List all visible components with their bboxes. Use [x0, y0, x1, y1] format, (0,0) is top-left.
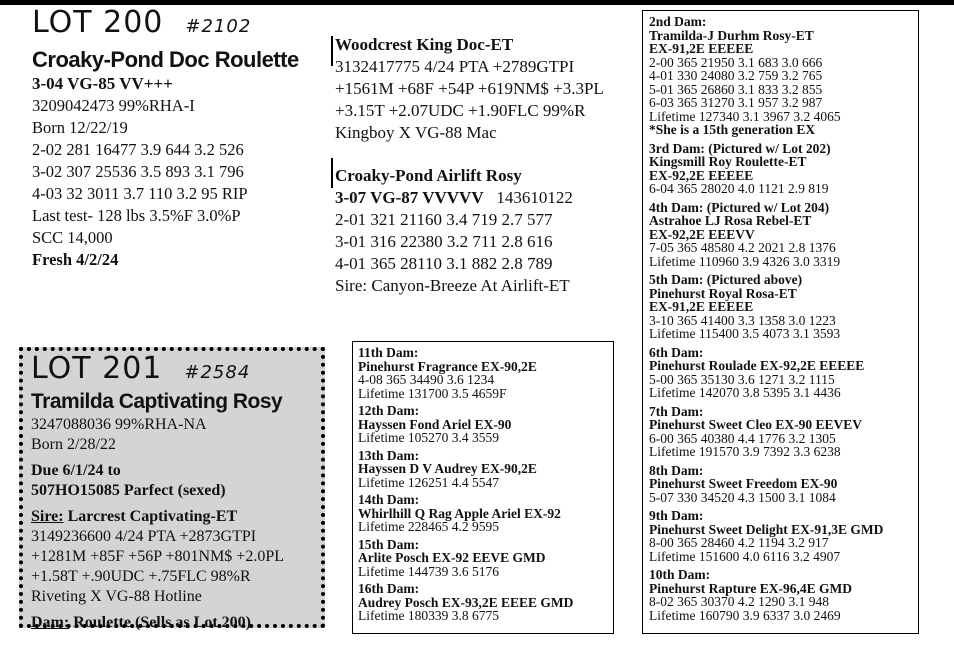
dam-name: Hayssen D V Audrey EX-90,2E	[358, 461, 537, 476]
dam-generation: 8th Dam:	[649, 462, 704, 478]
dam-record: Lifetime 127340 3.1 3967 3.2 4065	[649, 108, 841, 124]
dam-generation: 10th Dam:	[649, 567, 711, 582]
dam-record: 5-07 330 34520 4.3 1500 3.1 1084	[649, 489, 836, 505]
dam-entry	[649, 15, 918, 137]
dam-record: Lifetime 191570 3.9 7392 3.3 6238	[649, 444, 841, 459]
lot201-dam-label: Dam:	[31, 614, 70, 631]
dam-name: Pinehurst Sweet Cleo EX-90 EEVEV	[649, 417, 862, 432]
dam-classification: EX-91,2E EEEEE	[649, 299, 754, 314]
dam-entry	[358, 404, 613, 445]
lot200-dam-record: 3-01 316 22380 3.2 711 2.8 616	[335, 232, 553, 251]
dam-generation: 11th Dam:	[358, 345, 419, 360]
dam-record: 6-03 365 31270 3.1 957 3.2 987	[649, 95, 823, 110]
lot200-dam-record: 4-01 365 28110 3.1 882 2.8 789	[335, 254, 553, 273]
lot201-due-bull: 507HO15085 Parfect (sexed)	[31, 482, 226, 499]
dam-generation: 2nd Dam:	[649, 14, 707, 29]
lot201-due: Due 6/1/24 to	[31, 462, 121, 479]
dam-entry	[649, 405, 918, 459]
lot201-registration: 3247088036 99%RHA-NA	[31, 416, 207, 433]
lot201-born: Born 2/28/22	[31, 436, 116, 453]
dam-classification: EX-92,2E EEEEE	[649, 167, 754, 183]
lot200-sire-line: Kingboy X VG-88 Mac	[335, 123, 497, 142]
lot200-dam-block	[335, 165, 573, 297]
dam-divider	[331, 158, 333, 188]
dam-name: Astrahoe LJ Rosa Rebel-ET	[649, 213, 812, 228]
dam-name: Pinehurst Sweet Freedom EX-90	[649, 476, 838, 491]
lot200-dam-classification-row	[335, 187, 573, 209]
lot200-dam-sire: Sire: Canyon-Breeze At Airlift-ET	[335, 276, 570, 295]
dam-record: Lifetime 180339 3.8 6775	[358, 608, 499, 623]
dam-name: Pinehurst Roulade EX-92,2E EEEEE	[649, 358, 865, 373]
dam-generation: 16th Dam:	[358, 581, 420, 596]
dam-entry	[358, 346, 613, 400]
dam-record: 5-00 365 35130 3.6 1271 3.2 1115	[649, 371, 835, 387]
lot200-record: 2-02 281 16477 3.9 644 3.2 526	[32, 140, 244, 159]
dam-record: 5-01 365 26860 3.1 833 3.2 855	[649, 81, 823, 97]
lot200-section	[32, 7, 299, 271]
dam-name: Pinehurst Sweet Delight EX-91,3E GMD	[649, 521, 884, 537]
dam-generation: 4th Dam: (Pictured w/ Lot 204)	[649, 199, 830, 215]
dam-generation: 3rd Dam: (Pictured w/ Lot 202)	[649, 140, 831, 156]
dam-record: 2-00 365 21950 3.1 683 3.0 666	[649, 54, 823, 70]
dam-generation: 6th Dam:	[649, 344, 704, 360]
dam-record: 4-01 330 24080 3.2 759 3.2 765	[649, 68, 823, 83]
lot200-sire-line: +1561M +68F +54P +619NM$ +3.3PL	[335, 79, 604, 98]
dam-name: Tramilda-J Durhm Rosy-ET	[649, 27, 814, 43]
dam-generation: 14th Dam:	[358, 492, 420, 507]
dam-name: Audrey Posch EX-93,2E EEEE GMD	[358, 594, 574, 610]
dam-record: 7-05 365 48580 4.2 2021 2.8 1376	[649, 240, 836, 255]
lot200-record: 3-02 307 25536 3.5 893 3.1 796	[32, 162, 244, 181]
middle-dams-box	[352, 341, 614, 634]
lot201-sire-label: Sire:	[31, 508, 64, 525]
lot200-number: #2102	[185, 16, 252, 37]
dam-record: 4-08 365 34490 3.6 1234	[358, 372, 495, 387]
dam-entry	[358, 449, 613, 490]
right-dams-box	[642, 10, 919, 634]
lot201-name: Tramilda Captivating Rosy	[31, 390, 283, 413]
lot201-sire-line: +1.58T +.90UDC +.75FLC 98%R	[31, 568, 251, 585]
lot200-dam-classification: 3-07 VG-87 VVVVV	[335, 188, 484, 207]
dam-record: Lifetime 228465 4.2 9595	[358, 519, 499, 534]
dam-generation: 15th Dam:	[358, 536, 420, 552]
dam-entry	[358, 493, 613, 534]
lot200-label: LOT 200	[32, 5, 164, 40]
dam-record: 8-00 365 28460 4.2 1194 3.2 917	[649, 535, 829, 550]
dam-generation: 7th Dam:	[649, 403, 704, 419]
dam-record: Lifetime 144739 3.6 5176	[358, 563, 499, 579]
dam-record: 3-10 365 41400 3.3 1358 3.0 1223	[649, 312, 836, 328]
lot200-dam-registration: 143610122	[496, 188, 573, 207]
dam-name: Pinehurst Rapture EX-96,4E GMD	[649, 580, 853, 596]
dam-entry	[649, 509, 918, 563]
lot200-sire-line: 3132417775 4/24 PTA +2789GTPI	[335, 57, 575, 76]
dam-entry	[649, 568, 918, 622]
lot200-header	[32, 7, 299, 43]
dam-name: Whirlhill Q Rag Apple Ariel EX-92	[358, 505, 561, 521]
dam-generation: 13th Dam:	[358, 447, 420, 463]
dam-record: Lifetime 105270 3.4 3559	[358, 430, 499, 445]
dam-record: Lifetime 151600 4.0 6116 3.2 4907	[649, 548, 841, 564]
lot201-dam-text: Roulette (Sells as Lot 200)	[69, 614, 251, 631]
dam-generation: 12th Dam:	[358, 403, 420, 418]
dam-name: Hayssen Fond Ariel EX-90	[358, 416, 512, 432]
lot200-record: 4-03 32 3011 3.7 110 3.2 95 RIP	[32, 184, 248, 203]
lot200-sire-block	[335, 34, 604, 144]
dam-generation: 9th Dam:	[649, 508, 704, 523]
lot201-sire-row	[31, 507, 284, 527]
dam-name: Arlite Posch EX-92 EEVE GMD	[358, 550, 546, 565]
lot201-number: #2584	[184, 362, 251, 383]
dam-record: Lifetime 160790 3.9 6337 3.0 2469	[649, 607, 841, 623]
dam-entry	[358, 582, 613, 623]
lot201-label: LOT 201	[31, 351, 163, 386]
dam-generation: 5th Dam: (Pictured above)	[649, 272, 803, 287]
dam-entry	[649, 346, 918, 400]
sire-divider	[331, 36, 333, 66]
lot201-sire-line: Riveting X VG-88 Hotline	[31, 588, 202, 605]
lot200-last-test: Last test- 128 lbs 3.5%F 3.0%P	[32, 206, 241, 225]
lot200-registration: 3209042473 99%RHA-I	[32, 96, 195, 115]
dam-record: Lifetime 131700 3.5 4659F	[358, 385, 507, 401]
lot200-scc: SCC 14,000	[32, 228, 113, 247]
lot200-born: Born 12/22/19	[32, 118, 128, 137]
lot200-fresh: Fresh 4/2/24	[32, 250, 119, 269]
lot200-dam-name: Croaky-Pond Airlift Rosy	[335, 166, 522, 185]
lot200-classification: 3-04 VG-85 VV+++	[32, 74, 173, 93]
lot201-dam-row	[31, 613, 284, 633]
dam-record: Lifetime 142070 3.8 5395 3.1 4436	[649, 385, 841, 400]
dam-note: *She is a 15th generation EX	[649, 122, 816, 137]
lot201-sire-line: +1281M +85F +56P +801NM$ +2.0PL	[31, 548, 284, 565]
lot200-name: Croaky-Pond Doc Roulette	[32, 47, 299, 72]
dam-record: 6-04 365 28020 4.0 1121 2.9 819	[649, 181, 829, 196]
dam-record: 8-02 365 30370 4.2 1290 3.1 948	[649, 594, 829, 609]
lot200-sire-line: +3.15T +2.07UDC +1.90FLC 99%R	[335, 101, 586, 120]
dam-record: Lifetime 110960 3.9 4326 3.0 3319	[649, 253, 841, 269]
dam-record: 6-00 365 40380 4.4 1776 3.2 1305	[649, 430, 836, 446]
dam-entry	[358, 538, 613, 579]
lot201-header	[31, 353, 284, 389]
dam-name: Pinehurst Fragrance EX-90,2E	[358, 358, 537, 374]
dam-entry	[649, 464, 918, 505]
dam-classification: EX-91,2E EEEEE	[649, 41, 754, 56]
lot201-box	[19, 347, 325, 631]
dam-record: Lifetime 115400 3.5 4073 3.1 3593	[649, 326, 841, 341]
dam-entry	[649, 273, 918, 341]
dam-entry	[649, 142, 918, 196]
lot201-content	[31, 353, 284, 633]
lot201-sire-line: 3149236600 4/24 PTA +2873GTPI	[31, 528, 257, 545]
lot200-sire-name: Woodcrest King Doc-ET	[335, 35, 514, 54]
lot200-dam-record: 2-01 321 21160 3.4 719 2.7 577	[335, 210, 553, 229]
lot201-sire-name: Larcrest Captivating-ET	[63, 508, 238, 525]
dam-name: Pinehurst Royal Rosa-ET	[649, 285, 797, 301]
dam-classification: EX-92,2E EEEVV	[649, 226, 755, 242]
dam-record: Lifetime 126251 4.4 5547	[358, 474, 499, 490]
dam-entry	[649, 201, 918, 269]
dam-name: Kingsmill Roy Roulette-ET	[649, 154, 807, 169]
